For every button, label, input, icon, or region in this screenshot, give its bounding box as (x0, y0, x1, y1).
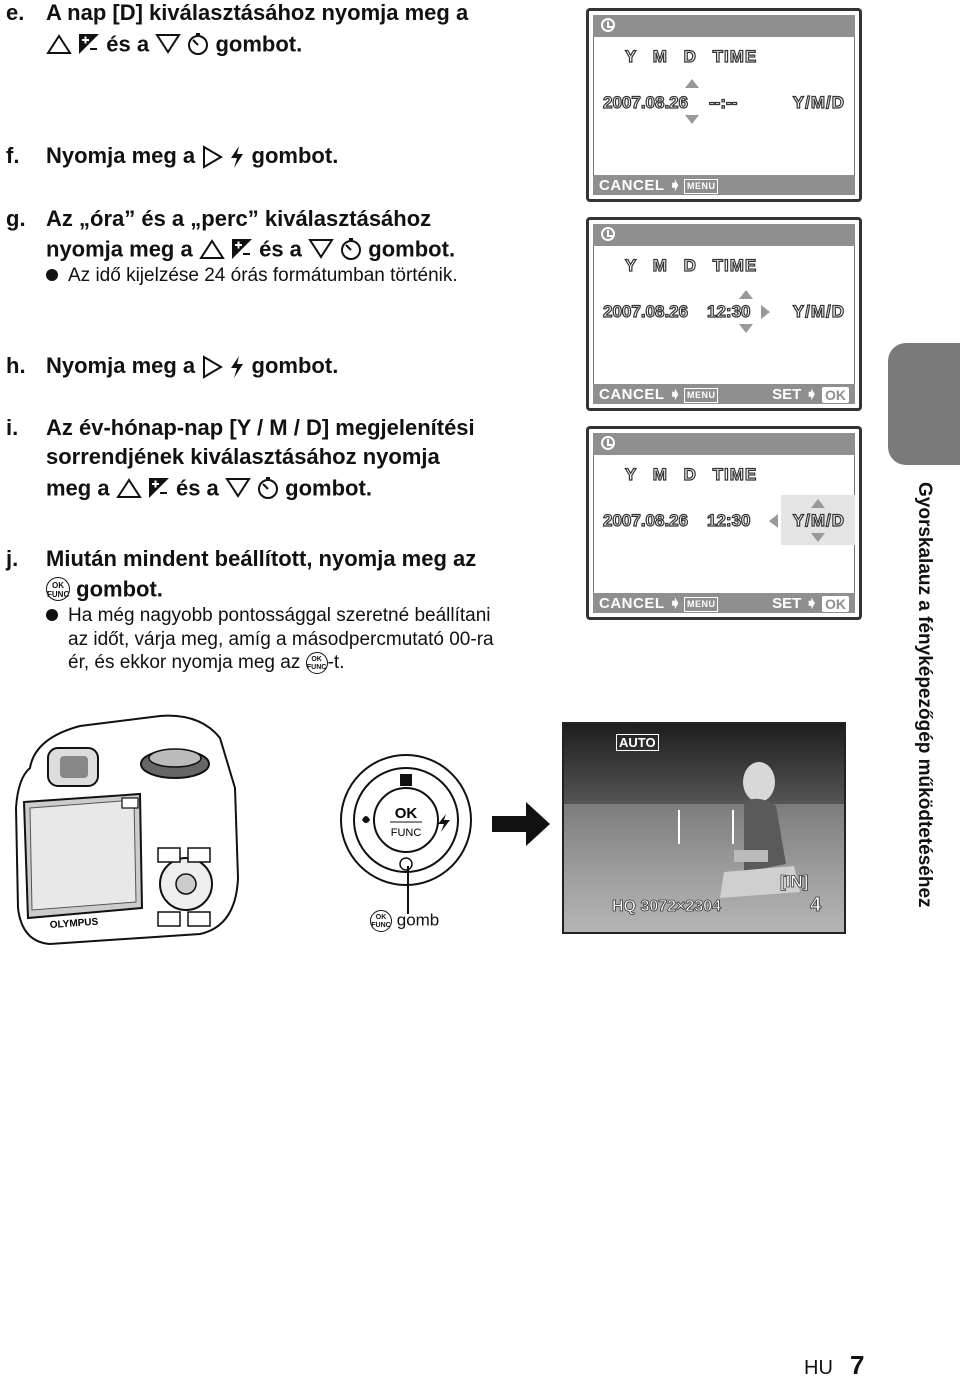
cancel-hint: CANCEL ➧ MENU (599, 594, 718, 612)
down-arrow-icon (225, 477, 251, 499)
language-code: HU (804, 1357, 833, 1379)
flash-icon (229, 355, 245, 379)
clock-icon (601, 18, 615, 32)
step-g-line2: nyomja meg a és a gombot. (46, 236, 456, 262)
step-i: i. Az év-hónap-nap [Y / M / D] megjelenítési (6, 415, 475, 440)
ok-icon: OK (822, 596, 849, 612)
step-i-line3: meg a és a gombot. (46, 475, 372, 501)
section-label: Gyorskalauz a fényképezőgép működtetéséhez (914, 482, 935, 908)
camera-illustration (10, 698, 240, 946)
down-arrow-icon (155, 33, 181, 55)
time-value: 12:30 (707, 302, 751, 321)
quality-indicator: HQ 3072×2304 (612, 898, 721, 915)
flash-icon (229, 145, 245, 169)
time-value: 12:30 (707, 511, 751, 530)
self-timer-icon (340, 237, 362, 261)
screen-header: Y M D TIME (625, 465, 758, 484)
up-arrow-icon (739, 290, 753, 299)
down-arrow-icon (685, 115, 699, 124)
time-value: --:-- (709, 93, 738, 112)
step-g-note: Az idő kijelzése 24 órás formátumban történik. (46, 264, 458, 288)
date-value: 2007.08.26 (603, 511, 689, 530)
up-arrow-icon (811, 499, 825, 508)
clock-icon (601, 436, 615, 450)
lcd-screen-1 (586, 8, 862, 202)
auto-mode-badge: AUTO (616, 734, 659, 751)
ok-func-icon: OK FUNC (46, 577, 70, 601)
screen-header: Y M D TIME (625, 256, 758, 275)
down-arrow-icon (308, 238, 334, 260)
step-j: j. Miután mindent beállított, nyomja meg az (6, 546, 477, 571)
step-j-note-line3: ér, és ekkor nyomja meg az OK FUNC-t. (68, 652, 345, 673)
right-arrow-icon (201, 145, 223, 169)
date-value: 2007.08.26 (603, 93, 689, 112)
screen-bottom-bar (593, 175, 855, 195)
screen-bottom-bar (593, 384, 855, 404)
date-format: Y/M/D (792, 93, 845, 112)
step-i-line2: sorrendjének kiválasztásához nyomja (46, 444, 440, 469)
bullet-icon (46, 269, 58, 281)
screen-header: Y M D TIME (625, 47, 758, 66)
right-arrow-icon (201, 355, 223, 379)
up-arrow-icon (685, 79, 699, 88)
up-arrow-icon (199, 238, 225, 260)
cancel-hint: CANCEL ➧ MENU (599, 385, 718, 403)
dial-caption: OK FUNC gomb (370, 910, 439, 932)
self-timer-icon (187, 32, 209, 56)
page-number: 7 (850, 1350, 865, 1380)
screen-title-bar (593, 15, 855, 37)
right-arrow-icon (761, 305, 770, 319)
exposure-comp-icon (148, 477, 170, 499)
step-g: g. Az „óra” és a „perc” kiválasztásához (6, 206, 432, 231)
shots-remaining: 4 (810, 894, 822, 916)
up-arrow-icon (46, 33, 72, 55)
step-e-line2: és a gombot. (46, 28, 302, 59)
date-format: Y/M/D (792, 511, 845, 530)
menu-icon: MENU (684, 388, 719, 403)
exposure-comp-icon (400, 774, 412, 786)
menu-icon: MENU (684, 179, 719, 194)
cancel-hint: CANCEL ➧ MENU (599, 176, 718, 194)
date-format: Y/M/D (792, 302, 845, 321)
lcd-screen-3 (586, 426, 862, 620)
lcd-screen-2 (586, 217, 862, 411)
down-arrow-icon (739, 324, 753, 333)
step-h: h. Nyomja meg a gombot. (6, 353, 339, 378)
self-timer-icon (257, 476, 279, 500)
step-j-note-line2: az időt, várja meg, amíg a másodpercmutató 00-ra (68, 629, 494, 650)
preview-screen (562, 722, 846, 934)
step-f: f. Nyomja meg a gombot. (6, 143, 339, 168)
exposure-comp-icon (78, 33, 100, 55)
clock-icon (601, 227, 615, 241)
set-hint: SET ➧ OK (772, 385, 849, 403)
screen-title-bar (593, 224, 855, 246)
left-arrow-icon (769, 514, 778, 528)
screen-title-bar (593, 433, 855, 455)
ok-icon: OK (822, 387, 849, 403)
set-hint: SET ➧ OK (772, 594, 849, 612)
ok-func-icon: OK FUNC (370, 910, 392, 932)
dial-ok-label: OK (394, 805, 418, 822)
exposure-comp-icon (231, 238, 253, 260)
bullet-icon (46, 609, 58, 621)
step-e: e. A nap [D] kiválasztásához nyomja meg a (6, 0, 469, 25)
dial-func-label: FUNC (390, 827, 422, 839)
af-frame (678, 810, 734, 844)
camera-brand: OLYMPUS (49, 916, 99, 931)
next-arrow-icon (492, 802, 552, 846)
menu-icon: MENU (684, 597, 719, 612)
step-j-line2: OK FUNC gombot. (47, 576, 163, 602)
ok-func-icon: OK FUNC (306, 652, 328, 674)
down-arrow-icon (811, 533, 825, 542)
up-arrow-icon (116, 477, 142, 499)
pointer-line (398, 866, 418, 916)
step-j-note: Ha még nagyobb pontossággal szeretné beállítani (46, 604, 491, 628)
section-tab (888, 343, 960, 465)
date-value: 2007.08.26 (603, 302, 689, 321)
screen-bottom-bar (593, 593, 855, 613)
memory-indicator: [IN] (780, 872, 809, 891)
